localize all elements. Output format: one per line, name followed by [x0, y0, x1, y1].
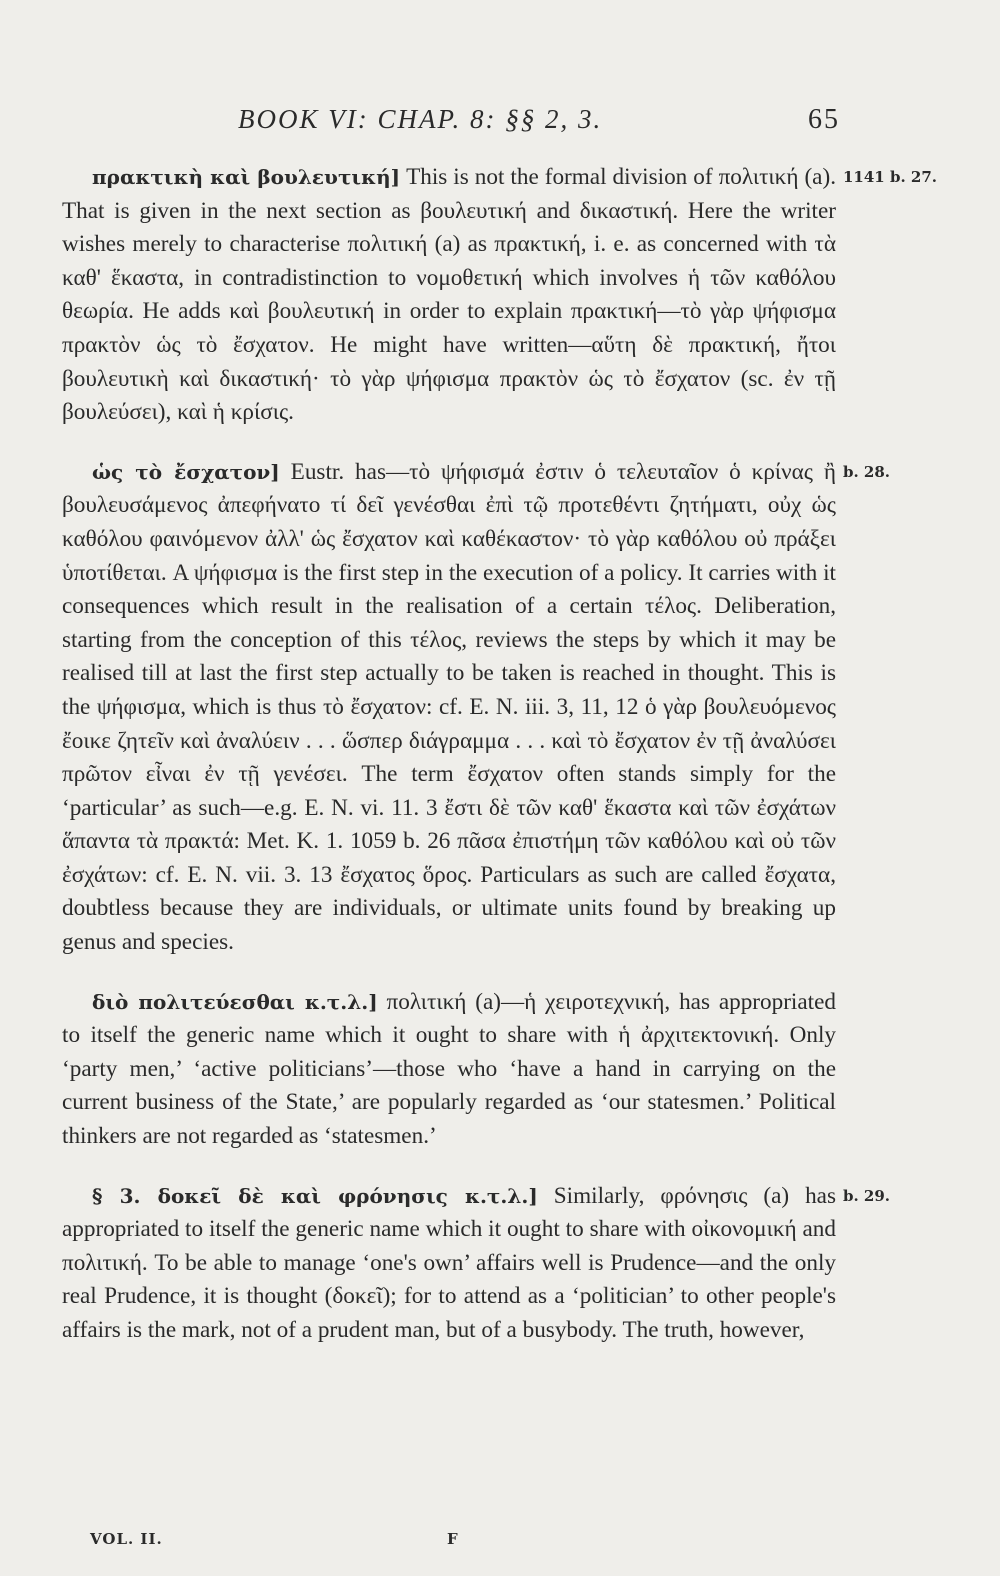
paragraph-text: This is not the formal division of πολιτική (a). That is given in the next section as βουλευτική and δικαστική. Here the writer wishes merely to characterise πολιτική (a) as πρακτική, i. e. as concerned with τὰ καθ' ἕκαστα, in contradistinction to νομοθετική which involves ἡ τῶν καθόλου θεωρία. He adds καὶ βουλευτική in order to explain πρακτική—τὸ γὰρ ψήφισμα πρακτὸν ὡς τὸ ἔσχατον. He might have written—αὕτη δὲ πρακτική, ἤτοι βουλευτικὴ καὶ δικαστική· τὸ γὰρ ψήφισμα πρακτὸν ὡς τὸ ἔσχατον (sc. ἐν τῇ βουλεύσει), καὶ ἡ κρίσις.	[62, 164, 836, 426]
lemma: ὡς τὸ ἔσχατον]	[92, 459, 280, 484]
running-header	[60, 104, 840, 144]
margin-reference: b. 28.	[843, 462, 891, 481]
page-number: 65	[808, 104, 840, 135]
volume-label: VOL. II.	[90, 1530, 163, 1548]
commentary-paragraph-4	[62, 1180, 891, 1348]
lemma: πρακτικὴ καὶ βουλευτική]	[92, 165, 401, 189]
commentary-paragraph-2	[62, 456, 891, 960]
margin-reference: b. 29.	[843, 1186, 891, 1205]
commentary-paragraph-1	[62, 161, 937, 430]
paragraph-text: πολιτική (a)—ἡ χειροτεχνική, has appropriated to itself the generic name which it ought to share with ἡ ἀρχιτεκτονική. Only ‘party men,’ ‘active politicians’—those who ‘have a hand in carrying on the current business of the State,’ are popularly regarded as ‘our statesmen.’ Political thinkers are not regarded as ‘statesmen.’	[62, 988, 836, 1150]
commentary-paragraph-3	[62, 986, 836, 1154]
paragraph-text: Eustr. has—τὸ ψήφισμά ἐστιν ὁ τελευταῖον ὁ κρίνας ἢ βουλευσάμενος ἀπεφήνατο τί δεῖ γενέσθαι ἐπὶ τῷ προτεθέντι ζητήματι, οὐχ ὡς καθόλου φαινόμενον ἀλλ' ὡς ἔσχατον καὶ καθέκαστον· τὸ γὰρ καθόλου οὐ πράξει ὑποτίθεται. A ψήφισμα is the first step in the execution of a policy. It carries with it consequences which result in the realisation of a certain τέλος. Deliberation, starting from the conception of this τέλος, reviews the steps by which it may be realised till at last the first step actually to be taken is reached in thought. This is the ψήφισμα, which is thus τὸ ἔσχατον: cf. E. N. iii. 3, 11, 12 ὁ γὰρ βουλευόμενος ἔοικε ζητεῖν καὶ ἀναλύειν . . . ὥσπερ διάγραμμα . . . καὶ τὸ ἔσχατον ἐν τῇ ἀναλύσει πρῶτον εἶναι ἐν τῇ γενέσει. The term ἔσχατον often stands simply for the ‘particular’ as such—e.g. E. N. vi. 11. 3 ἔστι δὲ τῶν καθ' ἕκαστα καὶ τῶν ἐσχάτων ἅπαντα τὰ πρακτά: Met. K. 1. 1059 b. 26 πᾶσα ἐπιστήμη τῶν καθόλου καὶ οὐ τῶν ἐσχάτων: cf. E. N. vii. 3. 13 ἔσχατος ὅρος. Particulars as such are called ἔσχατα, doubtless because they are individuals, or ultimate units found by breaking up genus and species.	[62, 458, 836, 956]
signature-mark: F	[447, 1530, 459, 1548]
lemma: διὸ πολιτεύεσθαι κ.τ.λ.]	[92, 989, 378, 1014]
margin-reference: 1141 b. 27.	[843, 168, 937, 186]
lemma: § 3. δοκεῖ δὲ καὶ φρόνησις κ.τ.λ.]	[92, 1183, 538, 1208]
running-title: BOOK VI: CHAP. 8: §§ 2, 3.	[238, 104, 603, 134]
paragraph-text: Similarly, φρόνησις (a) has appropriated to itself the generic name which it ought to share with οἰκονομική and πολιτική. To be able to manage ‘one's own’ affairs well is Prudence—and the only real Prudence, it is thought (δοκεῖ); for to attend as a ‘politician’ to other people's affairs is the mark, not of a prudent man, but of a busybody. The truth, however,	[62, 1182, 836, 1343]
commentary-body	[62, 161, 937, 1368]
